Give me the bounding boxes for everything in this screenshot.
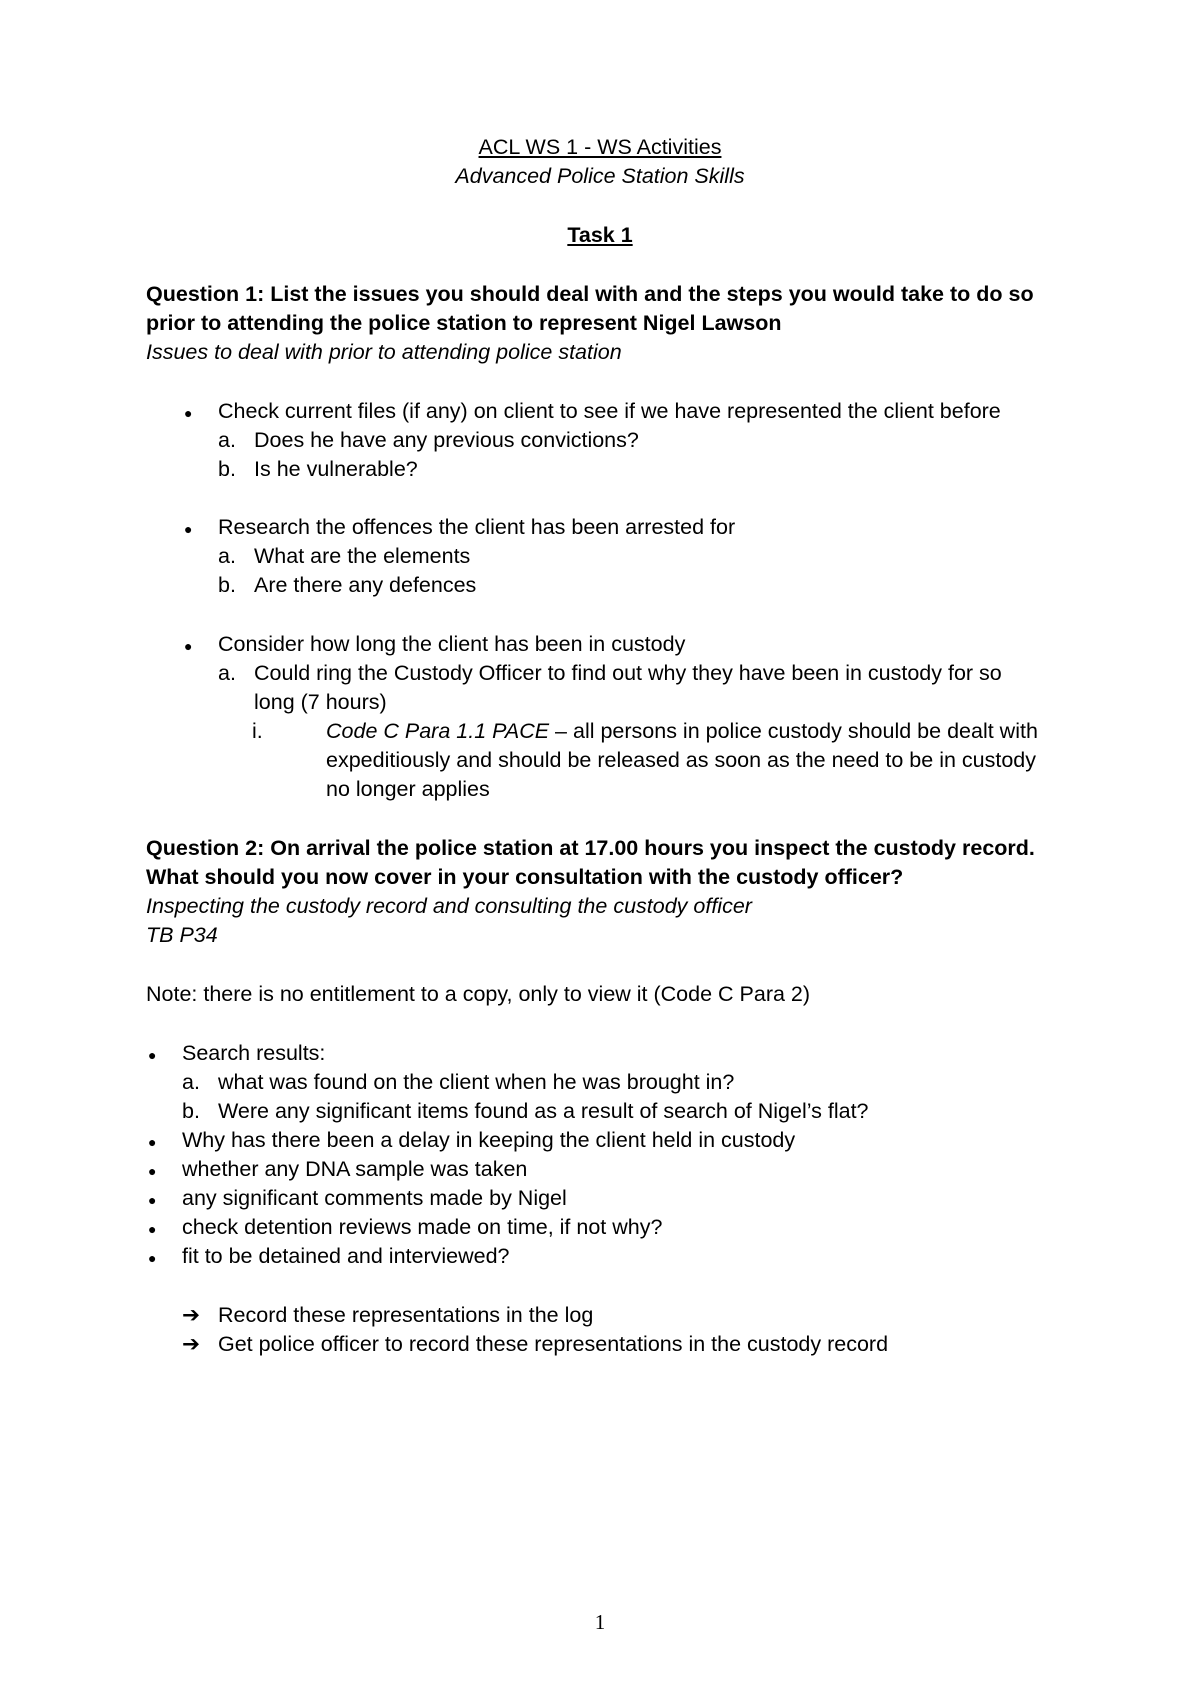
q1-question-line1: Question 1: List the issues you should deal with and the steps you would take to do so bbox=[146, 282, 1034, 306]
q1-bullet-2-sub-b: Are there any defences bbox=[254, 573, 477, 597]
arrow-right-icon: ➔ bbox=[182, 1332, 201, 1356]
q2-bullet-1: Search results: bbox=[182, 1041, 326, 1065]
q1-bullet-3-sub-a-cont: long (7 hours) bbox=[254, 690, 387, 714]
q2-bullet-3: whether any DNA sample was taken bbox=[182, 1157, 528, 1181]
q2-reference: TB P34 bbox=[146, 923, 218, 947]
list-marker: a. bbox=[218, 428, 236, 452]
q2-bullet-6: fit to be detained and interviewed? bbox=[182, 1244, 510, 1268]
page-number: 1 bbox=[594, 1610, 606, 1634]
list-marker: b. bbox=[182, 1099, 200, 1123]
bullet-icon: ● bbox=[148, 1047, 157, 1063]
bullet-icon: ● bbox=[184, 405, 193, 421]
list-marker: b. bbox=[218, 457, 236, 481]
q1-bullet-1-sub-b: Is he vulnerable? bbox=[254, 457, 418, 481]
q2-bullet-1-sub-b: Were any significant items found as a result of search of Nigel’s flat? bbox=[218, 1099, 869, 1123]
q1-bullet-1: Check current files (if any) on client to see if we have represented the client before bbox=[218, 399, 1001, 423]
list-marker: i. bbox=[252, 719, 263, 743]
q1-bullet-3-sub-a: Could ring the Custody Officer to find out why they have been in custody for so bbox=[254, 661, 1002, 685]
q1-subheading: Issues to deal with prior to attending police station bbox=[146, 340, 622, 364]
q1-subsub-line1 bbox=[326, 716, 1038, 746]
q2-bullet-5: check detention reviews made on time, if not why? bbox=[182, 1215, 663, 1239]
q1-subsub-line3: no longer applies bbox=[326, 777, 490, 801]
q1-question-line2: prior to attending the police station to represent Nigel Lawson bbox=[146, 311, 782, 335]
q1-bullet-3: Consider how long the client has been in custody bbox=[218, 632, 686, 656]
list-marker: b. bbox=[218, 573, 236, 597]
q2-bullet-4: any significant comments made by Nigel bbox=[182, 1186, 567, 1210]
q2-bullet-1-sub-a: what was found on the client when he was brought in? bbox=[218, 1070, 735, 1094]
list-marker: a. bbox=[182, 1070, 200, 1094]
bullet-icon: ● bbox=[148, 1250, 157, 1266]
arrow-item-1: Record these representations in the log bbox=[218, 1303, 594, 1327]
list-marker: a. bbox=[218, 661, 236, 685]
bullet-icon: ● bbox=[184, 521, 193, 537]
subsub-text: – all persons in police custody should be dealt with bbox=[549, 719, 1038, 743]
document-subtitle: Advanced Police Station Skills bbox=[455, 164, 745, 188]
code-reference: Code C Para 1.1 PACE bbox=[326, 719, 550, 743]
bullet-icon: ● bbox=[148, 1192, 157, 1208]
q1-bullet-1-sub-a: Does he have any previous convictions? bbox=[254, 428, 639, 452]
q1-bullet-2-sub-a: What are the elements bbox=[254, 544, 471, 568]
bullet-icon: ● bbox=[148, 1221, 157, 1237]
document-title: ACL WS 1 - WS Activities bbox=[478, 135, 722, 159]
q2-subheading: Inspecting the custody record and consulting the custody officer bbox=[146, 894, 752, 918]
task-heading: Task 1 bbox=[567, 223, 633, 247]
q2-bullet-2: Why has there been a delay in keeping the client held in custody bbox=[182, 1128, 796, 1152]
q1-subsub-line2: expeditiously and should be released as soon as the need to be in custody bbox=[326, 748, 1036, 772]
q2-question-line1: Question 2: On arrival the police station at 17.00 hours you inspect the custody record. bbox=[146, 836, 1035, 860]
q1-bullet-2: Research the offences the client has been arrested for bbox=[218, 515, 736, 539]
bullet-icon: ● bbox=[148, 1134, 157, 1150]
q2-note: Note: there is no entitlement to a copy, only to view it (Code C Para 2) bbox=[146, 982, 811, 1006]
arrow-item-2: Get police officer to record these representations in the custody record bbox=[218, 1332, 889, 1356]
list-marker: a. bbox=[218, 544, 236, 568]
arrow-right-icon: ➔ bbox=[182, 1303, 201, 1327]
bullet-icon: ● bbox=[184, 638, 193, 654]
bullet-icon: ● bbox=[148, 1163, 157, 1179]
q2-question-line2: What should you now cover in your consultation with the custody officer? bbox=[146, 865, 904, 889]
